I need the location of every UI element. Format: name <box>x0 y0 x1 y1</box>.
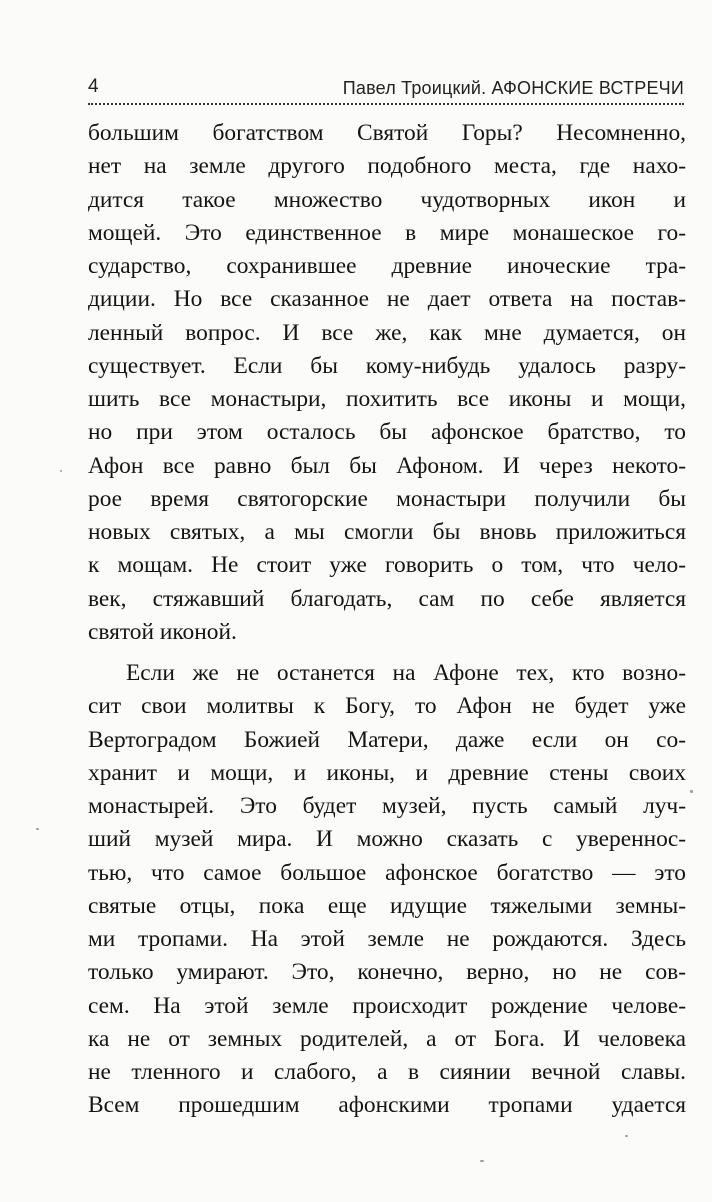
text-line: шить все монастыри, похитить все иконы и мощи, <box>88 386 686 412</box>
text-line: мощей. Это единственное в мире монашеское го- <box>88 219 686 246</box>
paragraph-2 <box>88 657 686 1123</box>
text-line: рое время святогорские монастыри получили бы <box>88 485 686 512</box>
text-line: новых святых, а мы смогли бы вновь приложиться <box>88 519 686 545</box>
text-line: дится такое множество чудотворных икон и <box>88 186 686 213</box>
text-line: век, стяжавший благодать, сам по себе является <box>88 585 686 612</box>
running-head <box>88 72 684 104</box>
text-line: сударство, сохранившее древние иноческие тра- <box>88 253 686 279</box>
text-line: хранит и мощи, и иконы, и древние стены своих <box>88 759 686 786</box>
text-line: ленный вопрос. И все же, как мне думается, он <box>88 319 686 346</box>
page-number: 4 <box>88 76 99 97</box>
text-line: не тленного и слабого, а в сиянии вечной славы. <box>88 1059 686 1085</box>
running-title: Павел Троицкий. АФОНСКИЕ ВСТРЕЧИ <box>342 78 684 98</box>
text-line: ми тропами. На этой земле не рождаются. Здесь <box>88 926 686 952</box>
text-line: существует. Если бы кому-нибудь удалось разру- <box>88 352 686 379</box>
paragraph-1 <box>88 117 686 649</box>
text-line: только умирают. Это, конечно, верно, но не сов- <box>88 959 686 986</box>
header-divider <box>88 103 684 105</box>
text-line: к мощам. Не стоит уже говорить о том, что чело- <box>88 552 686 579</box>
text-line: но при этом осталось бы афонское братство, то <box>88 419 686 446</box>
text-line: монастырей. Это будет музей, пусть самый луч- <box>88 793 686 819</box>
text-line: нет на земле другого подобного места, где нахо- <box>88 153 686 180</box>
text-line: тью, что самое большое афонское богатство — это <box>88 859 686 886</box>
scan-speck <box>625 1135 628 1137</box>
body-text <box>88 117 686 1123</box>
scan-speck <box>480 1160 484 1162</box>
text-line: Всем прошедшим афонскими тропами удается <box>88 1092 686 1119</box>
text-line: Если же не останется на Афоне тех, кто возно- <box>126 660 686 686</box>
text-line: Вертоградом Божией Матери, даже если он со- <box>88 726 686 753</box>
text-line: большим богатством Святой Горы? Несомненно, <box>88 120 686 146</box>
text-line: ка не от земных родителей, а от Бога. И человека <box>88 1025 686 1052</box>
scan-speck <box>36 828 39 830</box>
text-line: сит свои молитвы к Богу, то Афон не будет уже <box>88 693 686 720</box>
text-line: Афон все равно был бы Афоном. И через некото- <box>88 452 686 479</box>
scan-speck <box>690 790 693 793</box>
scan-speck <box>60 470 62 472</box>
text-line: святые отцы, пока еще идущие тяжелыми земны- <box>88 892 686 919</box>
text-line: ший музей мира. И можно сказать с уверенноc- <box>88 826 686 853</box>
text-line: сем. На этой земле происходит рождение челове- <box>88 992 686 1019</box>
text-line: диции. Но все сказанное не дает ответа на постав- <box>88 286 686 313</box>
paragraph-gap <box>88 649 686 657</box>
text-line: святой иконой. <box>88 618 237 645</box>
